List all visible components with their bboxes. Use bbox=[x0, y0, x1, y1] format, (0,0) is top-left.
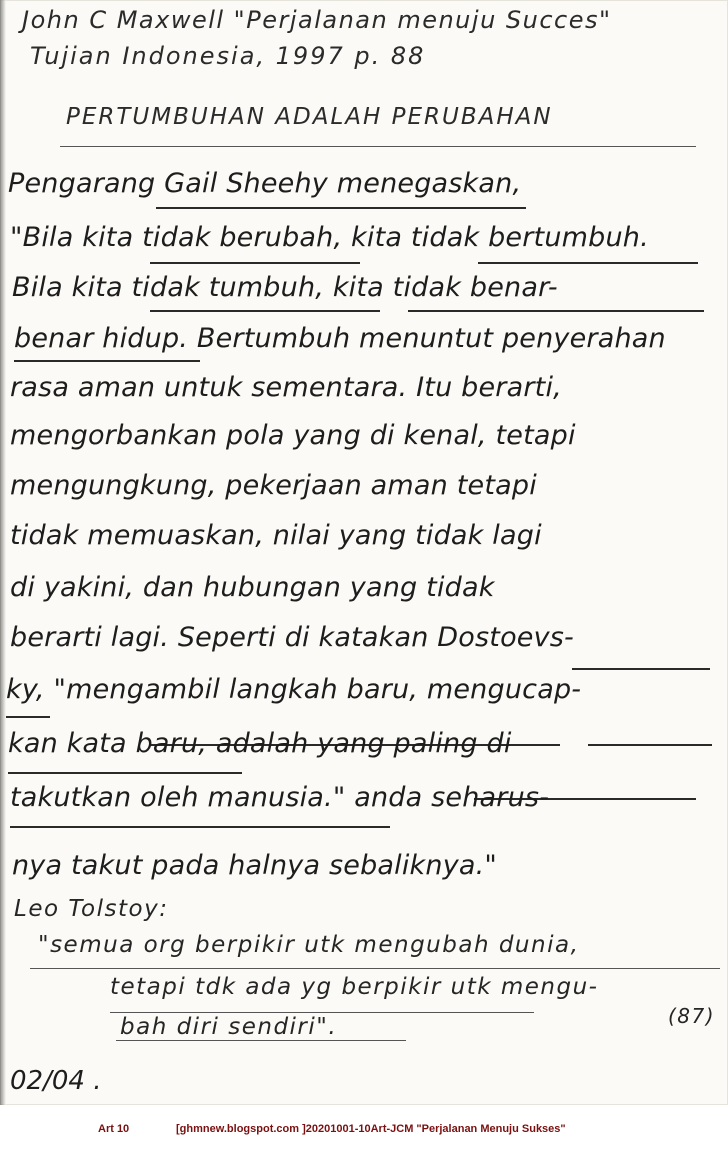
underline-tidak-berubah bbox=[150, 262, 360, 264]
underline-tidak-benar bbox=[408, 310, 704, 312]
page-reference: (87) bbox=[668, 1004, 716, 1028]
body-line-7: mengungkung, pekerjaan aman tetapi bbox=[10, 470, 537, 501]
underline-benar-hidup bbox=[14, 360, 200, 362]
entry-date: 02/04 . bbox=[10, 1066, 102, 1096]
quote-line-2: tetapi tdk ada yg berpikir utk mengu- bbox=[110, 974, 599, 1000]
quote-underline-1 bbox=[30, 968, 720, 969]
quote-underline-3 bbox=[116, 1040, 406, 1041]
underline-mengucap bbox=[588, 744, 712, 746]
body-line-11: ky, "mengambil langkah baru, mengucap- bbox=[6, 674, 582, 705]
body-line-10: berarti lagi. Seperti di katakan Dostoevs- bbox=[10, 622, 574, 653]
underline-gail-sheehy bbox=[156, 207, 526, 209]
body-line-13: takutkan oleh manusia." anda seharus- bbox=[10, 782, 550, 813]
footer-bar bbox=[0, 1105, 728, 1153]
underline-tidak-bertumbuh bbox=[478, 262, 698, 264]
body-line-8: tidak memuaskan, nilai yang tidak lagi bbox=[10, 520, 542, 551]
body-line-1: Pengarang Gail Sheehy menegaskan, bbox=[8, 168, 522, 199]
body-line-6: mengorbankan pola yang di kenal, tetapi bbox=[10, 420, 576, 451]
underline-takutkan-oleh-manusia bbox=[10, 826, 390, 828]
underline-kan-kata-baru bbox=[8, 772, 242, 774]
underline-tidak-tumbuh bbox=[150, 310, 380, 312]
footer-art-number: Art 10 bbox=[98, 1123, 130, 1135]
body-line-12: kan kata baru, adalah yang paling di bbox=[8, 728, 512, 759]
body-line-5: rasa aman untuk sementara. Itu berarti, bbox=[10, 372, 562, 403]
body-line-2: "Bila kita tidak berubah, kita tidak bertumbuh. bbox=[10, 222, 649, 253]
quote-line-3: bah diri sendiri". bbox=[120, 1014, 338, 1040]
source-publisher-line: Tujian Indonesia, 1997 p. 88 bbox=[30, 42, 426, 70]
underline-dostoevs bbox=[572, 668, 710, 670]
title-underline bbox=[60, 146, 696, 147]
underline-ky bbox=[6, 716, 50, 718]
quote-underline-2 bbox=[110, 1012, 534, 1013]
body-line-9: di yakini, dan hubungan yang tidak bbox=[10, 572, 495, 603]
body-line-4: benar hidup. Bertumbuh menuntut penyerahan bbox=[14, 323, 666, 354]
body-line-3: Bila kita tidak tumbuh, kita tidak benar- bbox=[12, 272, 558, 303]
body-line-14: nya takut pada halnya sebaliknya." bbox=[12, 850, 498, 881]
source-author-line: John C Maxwell "Perjalanan menuju Succes" bbox=[22, 6, 612, 34]
footer-source-caption: [ghmnew.blogspot.com ]20201001-10Art-JCM "Perjalanan Menuju Sukses" bbox=[176, 1123, 566, 1135]
quote-author: Leo Tolstoy: bbox=[14, 896, 169, 922]
quote-line-1: "semua org berpikir utk mengubah dunia, bbox=[38, 932, 580, 958]
page-title: PERTUMBUHAN ADALAH PERUBAHAN bbox=[66, 104, 553, 130]
